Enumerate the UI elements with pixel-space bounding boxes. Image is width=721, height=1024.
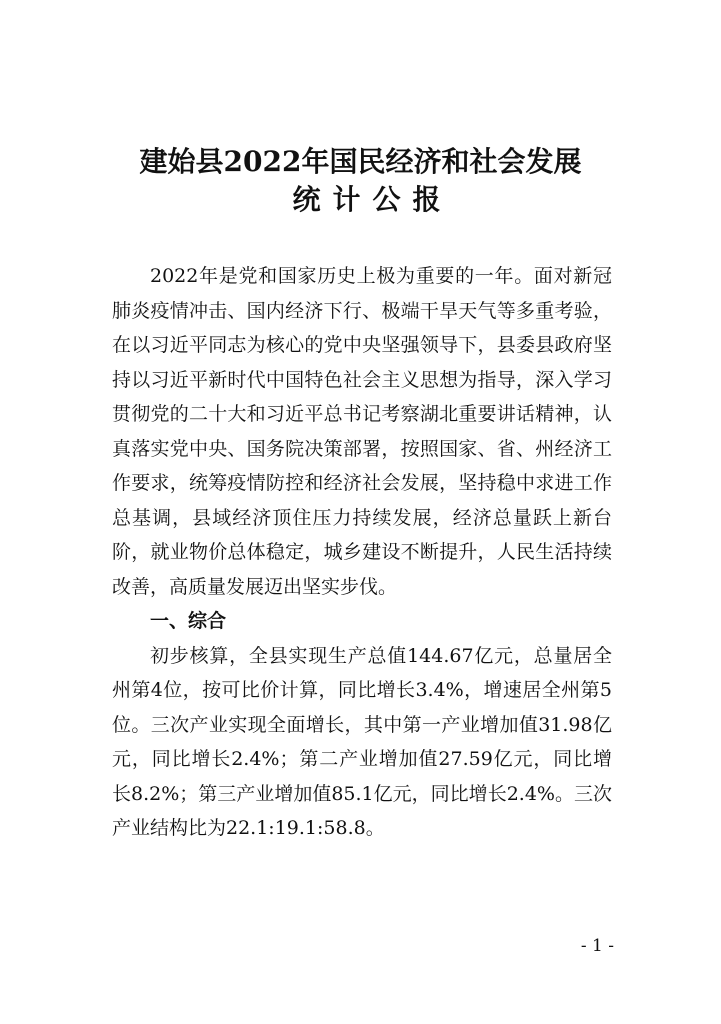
- section-heading-general: 一、综合: [150, 610, 227, 632]
- document-body: [112, 259, 612, 846]
- page-number: - 1 -: [580, 936, 614, 956]
- document-title-line-1: 建始县2022年国民经济和社会发展: [139, 145, 582, 178]
- intro-paragraph: 2022年是党和国家历史上极为重要的一年。面对新冠肺炎疫情冲击、国内经济下行、极端干旱天气等多重考验，在以习近平同志为核心的党中央坚强领导下，县委县政府坚持以习近平新时代中国特色社会主义思想为指导，深入学习贯彻党的二十大和习近平总书记考察湖北重要讲话精神，认真落实党中央、国务院决策部署，按照国家、省、州经济工作要求，统筹疫情防控和经济社会发展，坚持稳中求进工作总基调，县域经济顶住压力持续发展，经济总量跃上新台阶，就业物价总体稳定，城乡建设不断提升，人民生活持续改善，高质量发展迈出坚实步伐。: [112, 265, 612, 598]
- section-general-paragraph: 初步核算，全县实现生产总值144.67亿元，总量居全州第4位，按可比价计算，同比增长3.4%，增速居全州第5位。三次产业实现全面增长，其中第一产业增加值31.98亿元，同比增长2.4%；第二产业增加值27.59亿元，同比增长8.2%；第三产业增加值85.1亿元，同比增长2.4%。三次产业结构比为22.1:19.1:58.8。: [112, 644, 612, 839]
- document-title-line-2: 统计公报: [292, 183, 453, 216]
